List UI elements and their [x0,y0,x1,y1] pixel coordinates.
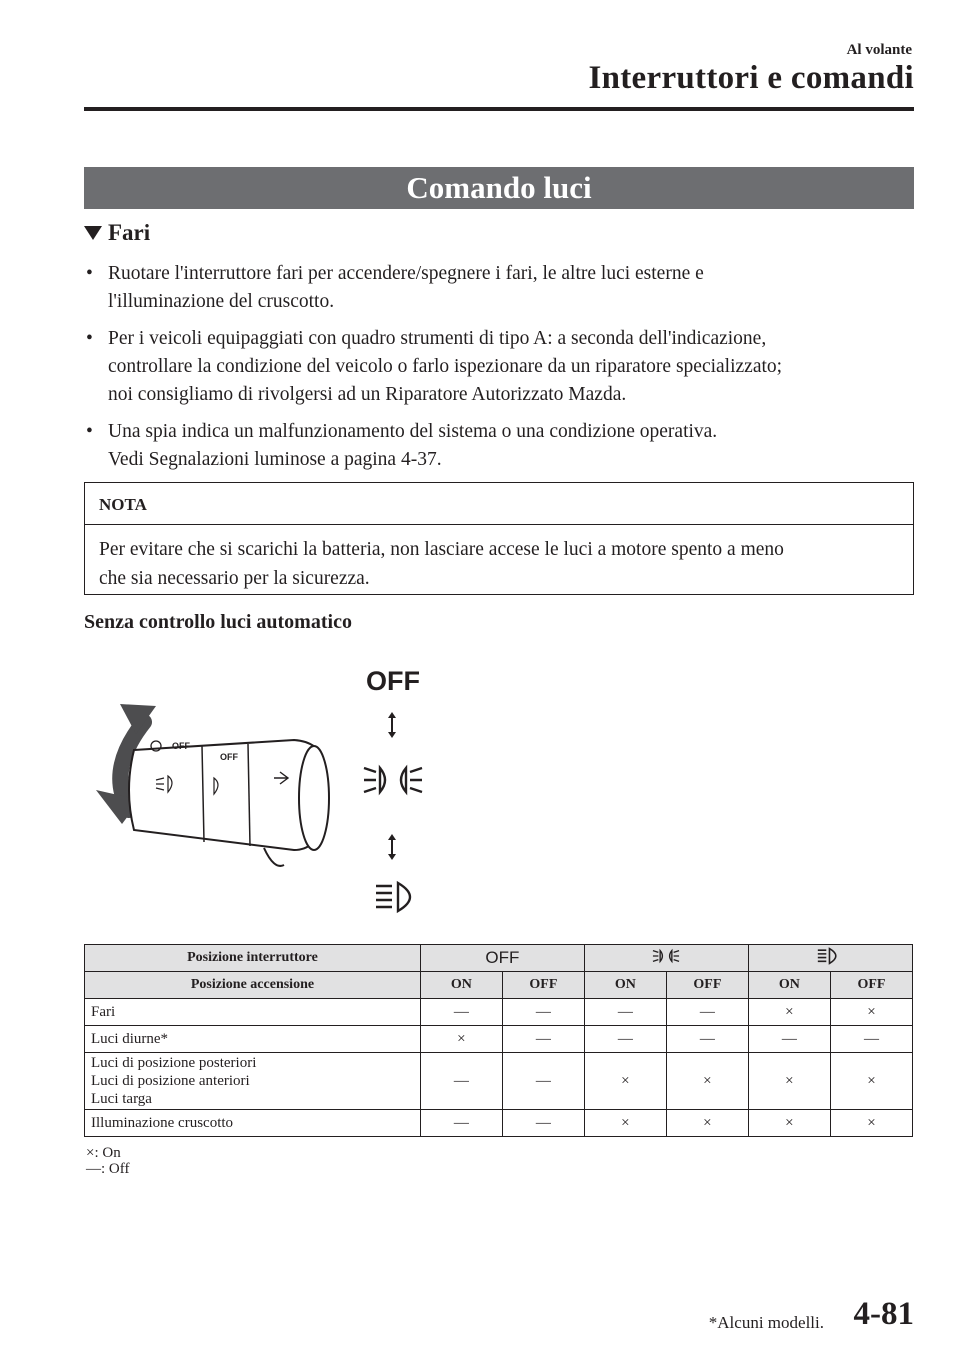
table-row-label: Luci diurne* [85,1026,421,1053]
parking-lights-icon [362,760,424,800]
table-cell: — [502,999,584,1026]
lever-off-label: OFF [172,741,190,751]
note-title: NOTA [85,483,913,525]
table-cell: × [830,999,912,1026]
table-cell: — [830,1026,912,1053]
table-legend [86,1145,129,1177]
table-cell: × [830,1110,912,1137]
note-body [85,525,913,593]
light-switch-illustration [84,650,504,920]
table-header-cell: OFF [502,972,584,999]
table-cell: × [748,999,830,1026]
legend-on: ×: On [86,1145,121,1161]
header-divider [84,107,914,111]
table-row-label-line: Luci di posizione posteriori [91,1055,257,1071]
section-banner: Comando luci [84,167,914,209]
table-row-label: Illuminazione cruscotto [85,1110,421,1137]
table-cell: — [420,1053,502,1110]
headlight-icon [374,880,424,914]
table-cell: × [748,1053,830,1110]
note-line: Per evitare che si scarichi la batteria, non lasciare accese le luci a motore spento a meno [99,539,784,560]
table-row [85,999,913,1026]
table-cell: — [420,1110,502,1137]
table-row-label [85,1053,421,1110]
parking-lights-icon [648,947,684,965]
table-cell: × [666,1110,748,1137]
double-arrow-icon [384,832,400,862]
note-box [84,482,914,595]
list-item [84,418,914,474]
table-header-cell: Posizione accensione [85,972,421,999]
table-header-cell: OFF [830,972,912,999]
table-row [85,945,913,972]
light-status-table [84,944,913,1137]
footnote: *Alcuni modelli. [708,1313,824,1332]
triangle-down-icon [84,226,102,240]
legend-off: —: Off [86,1161,130,1177]
table-header-cell: OFF [420,945,584,972]
table-header-cell: ON [584,972,666,999]
table-row-label: Fari [85,999,421,1026]
bullet-line: • Ruotare l'interruttore fari per accendere/spegnere i fari, le altre luci esterne e [108,263,704,284]
table-header-cell: ON [420,972,502,999]
bullet-line: controllare la condizione del veicolo o farlo ispezionare da un riparatore specializzato; [108,356,783,377]
table-row [85,1053,913,1110]
table-cell: × [830,1053,912,1110]
table-cell: — [502,1110,584,1137]
table-cell: — [420,999,502,1026]
table-cell: — [666,1026,748,1053]
table-cell: × [584,1110,666,1137]
table-cell: — [502,1026,584,1053]
table-cell: — [748,1026,830,1053]
lever-off-label-2: OFF [220,752,238,762]
table-cell: × [584,1053,666,1110]
table-row [85,1110,913,1137]
page-number: 4-81 [853,1296,914,1332]
list-item [84,260,914,316]
bullet-line: l'illuminazione del cruscotto. [108,291,335,312]
table-cell: — [584,1026,666,1053]
off-position-label: OFF [366,666,420,696]
section-label: Al volante [846,42,912,58]
bullet-list [84,260,914,483]
note-line: che sia necessario per la sicurezza. [99,568,370,589]
table-row-label-line: Luci targa [91,1091,152,1107]
table-header-cell [584,945,748,972]
lever-tip [299,746,329,850]
table-header-cell: OFF [666,972,748,999]
subheading [84,220,150,246]
table-cell: — [584,999,666,1026]
double-arrow-icon [384,710,400,740]
table-row-label-line: Luci di posizione anteriori [91,1073,250,1089]
subheading-text: Fari [108,220,151,245]
table-header-cell: ON [748,972,830,999]
table-header-cell: Posizione interruttore [85,945,421,972]
table-cell: × [420,1026,502,1053]
bullet-line: • Una spia indica un malfunzionamento del sistema o una condizione operativa. [108,421,718,442]
table-cell: × [666,1053,748,1110]
bullet-line: • Per i veicoli equipaggiati con quadro strumenti di tipo A: a seconda dell'indicazione, [108,328,767,349]
page-title: Interruttori e comandi [588,60,914,96]
figure-caption: Senza controllo luci automatico [84,611,352,633]
headlight-icon [816,947,844,965]
table-header-cell [748,945,912,972]
table-cell: — [502,1053,584,1110]
bullet-line: noi consigliamo di rivolgersi ad un Riparatore Autorizzato Mazda. [108,384,627,405]
table-cell: — [666,999,748,1026]
table-cell: × [748,1110,830,1137]
table-row [85,1026,913,1053]
lever-stem [264,848,284,866]
list-item [84,325,914,409]
bullet-line: Vedi Segnalazioni luminose a pagina 4-37. [108,449,442,470]
table-row [85,972,913,999]
